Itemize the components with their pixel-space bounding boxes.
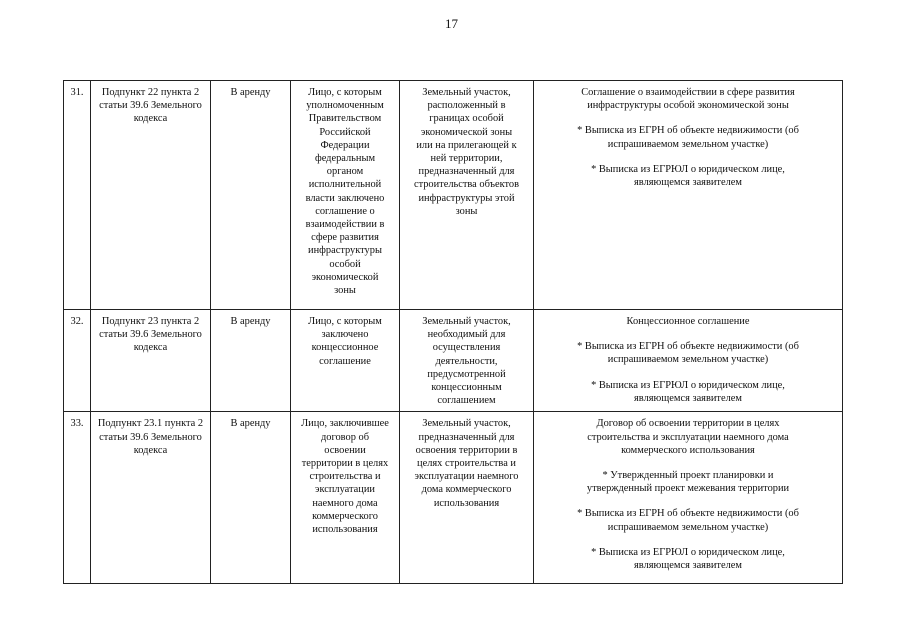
- document-line: * Выписка из ЕГРН об объекте недвижимости (об: [577, 508, 799, 520]
- applicant-line: Федерации: [320, 139, 370, 151]
- document-item: [537, 507, 839, 533]
- applicant-line: органом: [326, 166, 364, 178]
- documents-cell: [534, 81, 843, 310]
- applicant-line: Лицо, заключившее: [301, 418, 389, 430]
- land-plot-line: деятельности,: [435, 355, 498, 367]
- document-line: * Выписка из ЕГРЮЛ о юридическом лице,: [591, 546, 785, 558]
- applicant-line: зоны: [334, 285, 356, 297]
- legal-basis-line: Подпункт 23 пункта 2: [101, 316, 200, 327]
- document-item: [537, 163, 839, 189]
- document-item: [537, 124, 839, 150]
- document-item: [537, 417, 839, 457]
- document-line: являющемся заявителем: [634, 392, 742, 404]
- land-plot-cell: [400, 412, 534, 584]
- land-plot-line: дома коммерческого: [421, 484, 512, 496]
- page-number: 17: [445, 16, 458, 31]
- document-item: [537, 340, 839, 366]
- applicant-line: Лицо, с которым: [308, 87, 382, 98]
- document-line: строительства и эксплуатации наемного дома: [587, 431, 789, 443]
- land-plot-line: Земельный участок,: [422, 316, 511, 327]
- applicant-line: договор об: [321, 431, 369, 443]
- table-body: [64, 81, 843, 584]
- applicant-line: Лицо, с которым: [308, 316, 382, 327]
- document-line: * Выписка из ЕГРН об объекте недвижимости (об: [577, 125, 799, 137]
- applicant-line: строительства и: [309, 471, 381, 483]
- provision-type-cell: В аренду: [211, 310, 291, 412]
- applicant-line: федеральным: [314, 153, 376, 165]
- row-number: 33.: [64, 412, 91, 584]
- legal-basis-line: Подпункт 23.1 пункта 2: [97, 418, 204, 430]
- legal-basis-cell: [91, 81, 211, 310]
- document-line: утвержденный проект межевания территории: [586, 483, 790, 495]
- applicant-line: коммерческого: [312, 510, 378, 522]
- applicant-line: использования: [312, 524, 378, 536]
- legal-basis-line: кодекса: [133, 444, 168, 456]
- applicant-line: заключено: [321, 329, 369, 341]
- document-line: испрашиваемом земельном участке): [607, 521, 769, 533]
- document-line: инфраструктуры особой экономической зоны: [587, 100, 789, 112]
- document-item: [537, 546, 839, 572]
- land-plot-line: концессионным: [431, 382, 502, 394]
- legal-basis-line: Подпункт 22 пункта 2: [101, 87, 200, 98]
- legal-basis-line: статьи 39.6 Земельного: [99, 100, 202, 112]
- document-line: * Выписка из ЕГРЮЛ о юридическом лице,: [591, 163, 785, 175]
- land-plot-line: ней территории,: [430, 153, 503, 165]
- document-line: являющемся заявителем: [634, 177, 742, 189]
- legal-basis-line: статьи 39.6 Земельного: [99, 431, 202, 443]
- legal-basis-cell: [91, 412, 211, 584]
- legal-basis-line: статьи 39.6 Земельного: [99, 329, 202, 341]
- applicant-line: наемного дома: [312, 497, 378, 509]
- land-plot-line: Земельный участок,: [422, 87, 511, 98]
- land-plot-line: экономической зоны: [420, 126, 513, 138]
- applicant-line: соглашение: [319, 355, 371, 367]
- documents-cell: [534, 310, 843, 412]
- applicant-cell: [291, 412, 400, 584]
- land-plot-line: предназначенный для: [418, 166, 515, 178]
- table-row: [64, 412, 843, 584]
- document-line: * Выписка из ЕГРЮЛ о юридическом лице,: [591, 379, 785, 391]
- land-plot-cell: [400, 81, 534, 310]
- row-number: 31.: [64, 81, 91, 310]
- legal-basis-line: кодекса: [133, 342, 168, 354]
- land-plot-line: эксплуатации наемного: [414, 471, 519, 483]
- document-line: коммерческого использования: [621, 444, 755, 456]
- applicant-line: исполнительной: [308, 179, 382, 191]
- land-plot-line: предназначенный для: [418, 431, 515, 443]
- land-plot-line: необходимый для: [427, 329, 506, 341]
- applicant-line: уполномоченным: [306, 100, 384, 112]
- applicant-line: власти заключено: [305, 192, 385, 204]
- applicant-line: концессионное: [311, 342, 379, 354]
- land-plot-line: предусмотренной: [427, 368, 506, 380]
- land-plot-line: осуществления: [432, 342, 501, 354]
- document-line: * Выписка из ЕГРН об объекте недвижимости (об: [577, 341, 799, 353]
- land-plot-cell: [400, 310, 534, 412]
- land-plot-line: инфраструктуры этой: [418, 192, 515, 204]
- legal-basis-line: кодекса: [133, 113, 168, 125]
- documents-cell: [534, 412, 843, 584]
- land-plot-line: использования: [433, 497, 500, 509]
- applicant-line: освоении: [324, 444, 366, 456]
- land-plot-line: освоения территории в: [415, 444, 518, 456]
- applicant-line: соглашение о: [315, 205, 375, 217]
- document-line: испрашиваемом земельном участке): [607, 354, 769, 366]
- applicant-line: экономической: [311, 271, 379, 283]
- applicant-line: сфере развития: [311, 232, 379, 244]
- document-line: Договор об освоении территории в целях: [596, 418, 780, 430]
- applicant-cell: [291, 81, 400, 310]
- land-plot-line: границах особой: [429, 113, 504, 125]
- table-row: [64, 81, 843, 310]
- document-line: являющемся заявителем: [634, 560, 742, 572]
- applicant-line: Российской: [319, 126, 371, 138]
- document-item: [537, 86, 839, 112]
- land-plot-line: зоны: [455, 205, 478, 217]
- applicant-line: территории в целях: [301, 458, 389, 470]
- applicant-line: взаимодействии в: [305, 219, 385, 231]
- table-row: [64, 310, 843, 412]
- legal-basis-cell: [91, 310, 211, 412]
- land-plot-line: соглашением: [437, 395, 496, 407]
- document-line: * Утвержденный проект планировки и: [602, 470, 774, 482]
- document-item: [537, 469, 839, 495]
- document-item: [537, 315, 839, 328]
- land-plot-line: строительства объектов: [413, 179, 520, 191]
- land-plot-line: целях строительства и: [417, 458, 516, 470]
- applicant-line: Правительством: [308, 113, 382, 125]
- applicant-cell: [291, 310, 400, 412]
- applicant-line: эксплуатации: [315, 484, 375, 496]
- document-line: Концессионное соглашение: [626, 316, 750, 327]
- applicant-line: особой: [329, 258, 361, 270]
- provision-type-cell: В аренду: [211, 81, 291, 310]
- row-number: 32.: [64, 310, 91, 412]
- land-provision-table: [63, 80, 843, 584]
- provision-type-cell: В аренду: [211, 412, 291, 584]
- land-plot-line: расположенный в: [427, 100, 506, 112]
- applicant-line: инфраструктуры: [308, 245, 382, 257]
- document-item: [537, 379, 839, 405]
- land-plot-line: Земельный участок,: [422, 418, 511, 430]
- document-line: испрашиваемом земельном участке): [607, 138, 769, 150]
- land-plot-line: или на прилегающей к: [416, 139, 517, 151]
- document-line: Соглашение о взаимодействии в сфере развития: [581, 87, 795, 98]
